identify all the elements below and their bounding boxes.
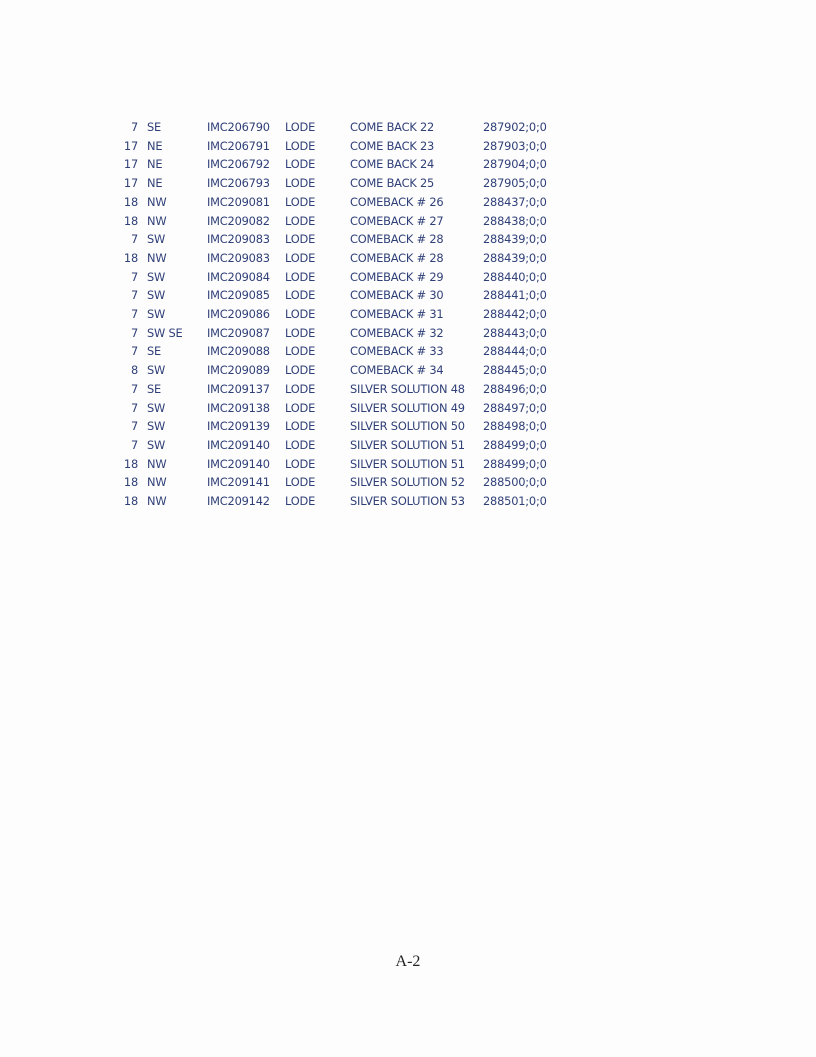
serial-number-cell: IMC209081 [207,194,270,209]
section-cell: 7 [130,288,138,303]
claim-type-cell: LODE [285,494,316,509]
section-cell: 18 [123,213,138,228]
claim-name-cell: COME BACK 23 [350,138,435,153]
claim-type-cell: LODE [285,381,316,396]
mining-claims-table [110,118,563,511]
section-cell: 18 [123,475,138,490]
claim-code-cell: 288444;0;0 [483,344,547,359]
table-row [110,399,563,418]
table-row [110,137,563,156]
section-cell: 7 [130,307,138,322]
claim-name-cell: SILVER SOLUTION 51 [350,437,465,452]
quadrant-cell: NW [147,494,167,509]
table-row [110,230,563,249]
section-cell: 17 [123,157,138,172]
quadrant-cell: NW [147,194,167,209]
table-row [110,286,563,305]
serial-number-cell: IMC209142 [207,494,270,509]
serial-number-cell: IMC209083 [207,250,270,265]
table-row [110,118,563,137]
claim-name-cell: COME BACK 22 [350,120,435,134]
section-cell: 18 [123,250,138,265]
serial-number-cell: IMC209087 [207,325,270,340]
claim-code-cell: 288445;0;0 [483,363,547,378]
section-cell: 7 [130,381,138,396]
serial-number-cell: IMC209137 [207,381,270,396]
serial-number-cell: IMC209082 [207,213,270,228]
serial-number-cell: IMC206792 [207,157,270,172]
quadrant-cell: NE [147,157,163,172]
table-row [110,324,563,343]
serial-number-cell: IMC206790 [207,120,270,134]
claim-name-cell: SILVER SOLUTION 50 [350,419,465,434]
quadrant-cell: SW [147,437,166,452]
section-cell: 18 [123,456,138,471]
claim-type-cell: LODE [285,138,316,153]
claim-type-cell: LODE [285,325,316,340]
section-cell: 7 [130,437,138,452]
section-cell: 7 [130,400,138,415]
claim-name-cell: COMEBACK # 34 [350,363,444,378]
claim-name-cell: COMEBACK # 27 [350,213,444,228]
claim-code-cell: 288439;0;0 [483,250,547,265]
serial-number-cell: IMC209138 [207,400,270,415]
claim-type-cell: LODE [285,475,316,490]
quadrant-cell: SW [147,419,166,434]
claim-name-cell: SILVER SOLUTION 48 [350,381,465,396]
quadrant-cell: SW [147,232,166,247]
section-cell: 17 [123,138,138,153]
claim-type-cell: LODE [285,400,316,415]
serial-number-cell: IMC209084 [207,269,270,284]
section-cell: 17 [123,176,138,191]
table-row [110,212,563,231]
table-row [110,193,563,212]
claim-code-cell: 288500;0;0 [483,475,547,490]
claim-code-cell: 288499;0;0 [483,437,547,452]
claim-type-cell: LODE [285,456,316,471]
section-cell: 7 [130,232,138,247]
quadrant-cell: SW SE [147,325,183,340]
quadrant-cell: NW [147,456,167,471]
serial-number-cell: IMC206791 [207,138,270,153]
claim-type-cell: LODE [285,307,316,322]
quadrant-cell: NW [147,213,167,228]
page-number: A-2 [395,953,421,970]
serial-number-cell: IMC206793 [207,176,270,191]
quadrant-cell: NE [147,138,163,153]
claim-type-cell: LODE [285,344,316,359]
claim-name-cell: COMEBACK # 28 [350,232,444,247]
claim-type-cell: LODE [285,269,316,284]
claim-code-cell: 288441;0;0 [483,288,547,303]
table-row [110,417,563,436]
claim-code-cell: 288443;0;0 [483,325,547,340]
table-row [110,342,563,361]
claim-code-cell: 288439;0;0 [483,232,547,247]
claim-name-cell: COMEBACK # 32 [350,325,444,340]
table-row [110,361,563,380]
table-row [110,473,563,492]
claim-type-cell: LODE [285,213,316,228]
claim-name-cell: COMEBACK # 26 [350,194,444,209]
table-row [110,249,563,268]
table-row [110,155,563,174]
claim-code-cell: 288499;0;0 [483,456,547,471]
section-cell: 7 [130,419,138,434]
quadrant-cell: SW [147,288,166,303]
quadrant-cell: SW [147,400,166,415]
claim-name-cell: COME BACK 24 [350,157,435,172]
quadrant-cell: NW [147,475,167,490]
table-row [110,436,563,455]
serial-number-cell: IMC209085 [207,288,270,303]
claim-code-cell: 288438;0;0 [483,213,547,228]
claim-type-cell: LODE [285,288,316,303]
claim-name-cell: SILVER SOLUTION 52 [350,475,465,490]
quadrant-cell: SE [147,344,162,359]
quadrant-cell: NW [147,250,167,265]
claim-code-cell: 288501;0;0 [483,494,547,509]
quadrant-cell: SE [147,120,162,134]
quadrant-cell: SW [147,269,166,284]
section-cell: 7 [130,120,138,134]
serial-number-cell: IMC209089 [207,363,270,378]
claim-name-cell: SILVER SOLUTION 49 [350,400,465,415]
serial-number-cell: IMC209140 [207,437,270,452]
claim-type-cell: LODE [285,176,316,191]
serial-number-cell: IMC209141 [207,475,270,490]
claim-code-cell: 288496;0;0 [483,381,547,396]
quadrant-cell: SW [147,363,166,378]
section-cell: 7 [130,269,138,284]
section-cell: 7 [130,325,138,340]
table-row [110,380,563,399]
claim-code-cell: 288437;0;0 [483,194,547,209]
claim-name-cell: COMEBACK # 28 [350,250,444,265]
claim-type-cell: LODE [285,363,316,378]
claim-type-cell: LODE [285,194,316,209]
section-cell: 8 [130,363,138,378]
serial-number-cell: IMC209140 [207,456,270,471]
quadrant-cell: NE [147,176,163,191]
claim-code-cell: 287903;0;0 [483,138,547,153]
claim-code-cell: 287904;0;0 [483,157,547,172]
claim-code-cell: 288498;0;0 [483,419,547,434]
claim-type-cell: LODE [285,157,316,172]
claims-table-body [110,118,563,511]
claim-name-cell: COME BACK 25 [350,176,435,191]
table-row [110,492,563,511]
claim-name-cell: SILVER SOLUTION 53 [350,494,465,509]
table-row [110,174,563,193]
section-cell: 7 [130,344,138,359]
section-cell: 18 [123,494,138,509]
claim-name-cell: COMEBACK # 33 [350,344,444,359]
claim-name-cell: COMEBACK # 31 [350,307,444,322]
serial-number-cell: IMC209086 [207,307,270,322]
serial-number-cell: IMC209083 [207,232,270,247]
quadrant-cell: SE [147,381,162,396]
claim-type-cell: LODE [285,250,316,265]
claim-type-cell: LODE [285,419,316,434]
claim-name-cell: COMEBACK # 29 [350,269,444,284]
claim-code-cell: 288497;0;0 [483,400,547,415]
table-row [110,455,563,474]
claim-type-cell: LODE [285,437,316,452]
claim-code-cell: 288440;0;0 [483,269,547,284]
claim-code-cell: 287902;0;0 [483,120,547,134]
claim-code-cell: 288442;0;0 [483,307,547,322]
claim-name-cell: SILVER SOLUTION 51 [350,456,465,471]
section-cell: 18 [123,194,138,209]
table-row [110,268,563,287]
claim-code-cell: 287905;0;0 [483,176,547,191]
claim-type-cell: LODE [285,120,316,134]
claim-name-cell: COMEBACK # 30 [350,288,444,303]
claim-type-cell: LODE [285,232,316,247]
serial-number-cell: IMC209088 [207,344,270,359]
table-row [110,305,563,324]
quadrant-cell: SW [147,307,166,322]
serial-number-cell: IMC209139 [207,419,270,434]
